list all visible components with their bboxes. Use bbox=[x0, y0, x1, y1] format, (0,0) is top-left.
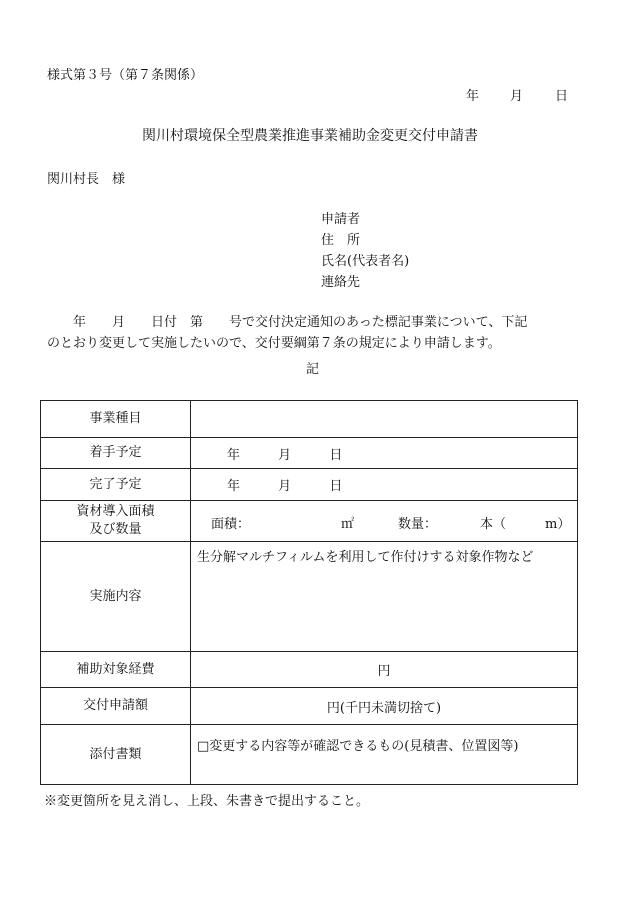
end-year: 年 bbox=[227, 479, 241, 494]
business-type-field[interactable] bbox=[191, 401, 578, 438]
applicant-address-label: 住 所 bbox=[321, 233, 361, 248]
grant-amount-label: 交付申請額 bbox=[41, 688, 191, 725]
application-table bbox=[40, 400, 578, 785]
content-field[interactable] bbox=[191, 542, 578, 652]
grant-amount-field[interactable]: 円(千円未満切捨て) bbox=[191, 688, 578, 725]
end-date-field[interactable] bbox=[191, 469, 578, 501]
attachments-field[interactable] bbox=[191, 725, 578, 785]
area-label: 面積： bbox=[211, 517, 251, 532]
quantity-label: 数量： bbox=[398, 517, 438, 532]
table-row bbox=[41, 725, 578, 785]
start-date-field[interactable] bbox=[191, 438, 578, 469]
eligible-cost-field[interactable]: 円 bbox=[191, 652, 578, 688]
body-line-2: のとおり変更して実施したいので、交付要綱第７条の規定により申請します。 bbox=[47, 336, 501, 351]
materials-label-line-2: 及び数量 bbox=[89, 522, 142, 537]
attachments-checkbox-text: □変更する内容等が確認できるもの(見積書、位置図等) bbox=[197, 739, 519, 754]
attachments-label: 添付書類 bbox=[41, 725, 191, 785]
start-day: 日 bbox=[329, 447, 343, 463]
end-day: 日 bbox=[329, 479, 343, 494]
start-date-label: 着手予定 bbox=[41, 438, 191, 469]
content-label: 実施内容 bbox=[41, 542, 191, 652]
materials-label-line-1: 資材導入面積 bbox=[76, 504, 155, 519]
ki-heading: 記 bbox=[306, 362, 320, 377]
table-row bbox=[41, 652, 578, 688]
date-day: 日 bbox=[555, 89, 569, 104]
start-month: 月 bbox=[278, 447, 292, 463]
table-row bbox=[41, 438, 578, 469]
materials-field[interactable] bbox=[191, 501, 578, 542]
applicant-heading: 申請者 bbox=[321, 212, 361, 227]
table-row bbox=[41, 688, 578, 725]
quantity-unit: 本（ m） bbox=[480, 517, 571, 532]
area-unit: ㎡ bbox=[341, 517, 355, 532]
end-month: 月 bbox=[278, 479, 292, 494]
body-line-1: 年 月 日付 第 号で交付決定通知のあった標記事業について、下記 bbox=[47, 315, 528, 330]
table-row bbox=[41, 401, 578, 438]
start-year: 年 bbox=[227, 447, 241, 463]
applicant-name-label: 氏名(代表者名) bbox=[321, 254, 410, 269]
date-month: 月 bbox=[510, 89, 524, 104]
date-year: 年 bbox=[466, 89, 480, 104]
form-number: 様式第３号（第７条関係） bbox=[47, 68, 204, 83]
end-date-label: 完了予定 bbox=[41, 469, 191, 501]
footnote: ※変更箇所を見え消し、上段、朱書きで提出すること。 bbox=[44, 794, 370, 809]
eligible-cost-label: 補助対象経費 bbox=[41, 652, 191, 688]
document-title: 関川村環境保全型農業推進事業補助金変更交付申請書 bbox=[142, 128, 478, 144]
materials-label bbox=[41, 501, 191, 542]
business-type-label: 事業種目 bbox=[41, 401, 191, 438]
applicant-contact-label: 連絡先 bbox=[321, 275, 361, 290]
table-row bbox=[41, 469, 578, 501]
table-row bbox=[41, 542, 578, 652]
content-note: 生分解マルチフィルムを利用して作付けする対象作物など bbox=[197, 550, 534, 565]
table-row bbox=[41, 501, 578, 542]
addressee: 関川村長 様 bbox=[47, 172, 126, 187]
